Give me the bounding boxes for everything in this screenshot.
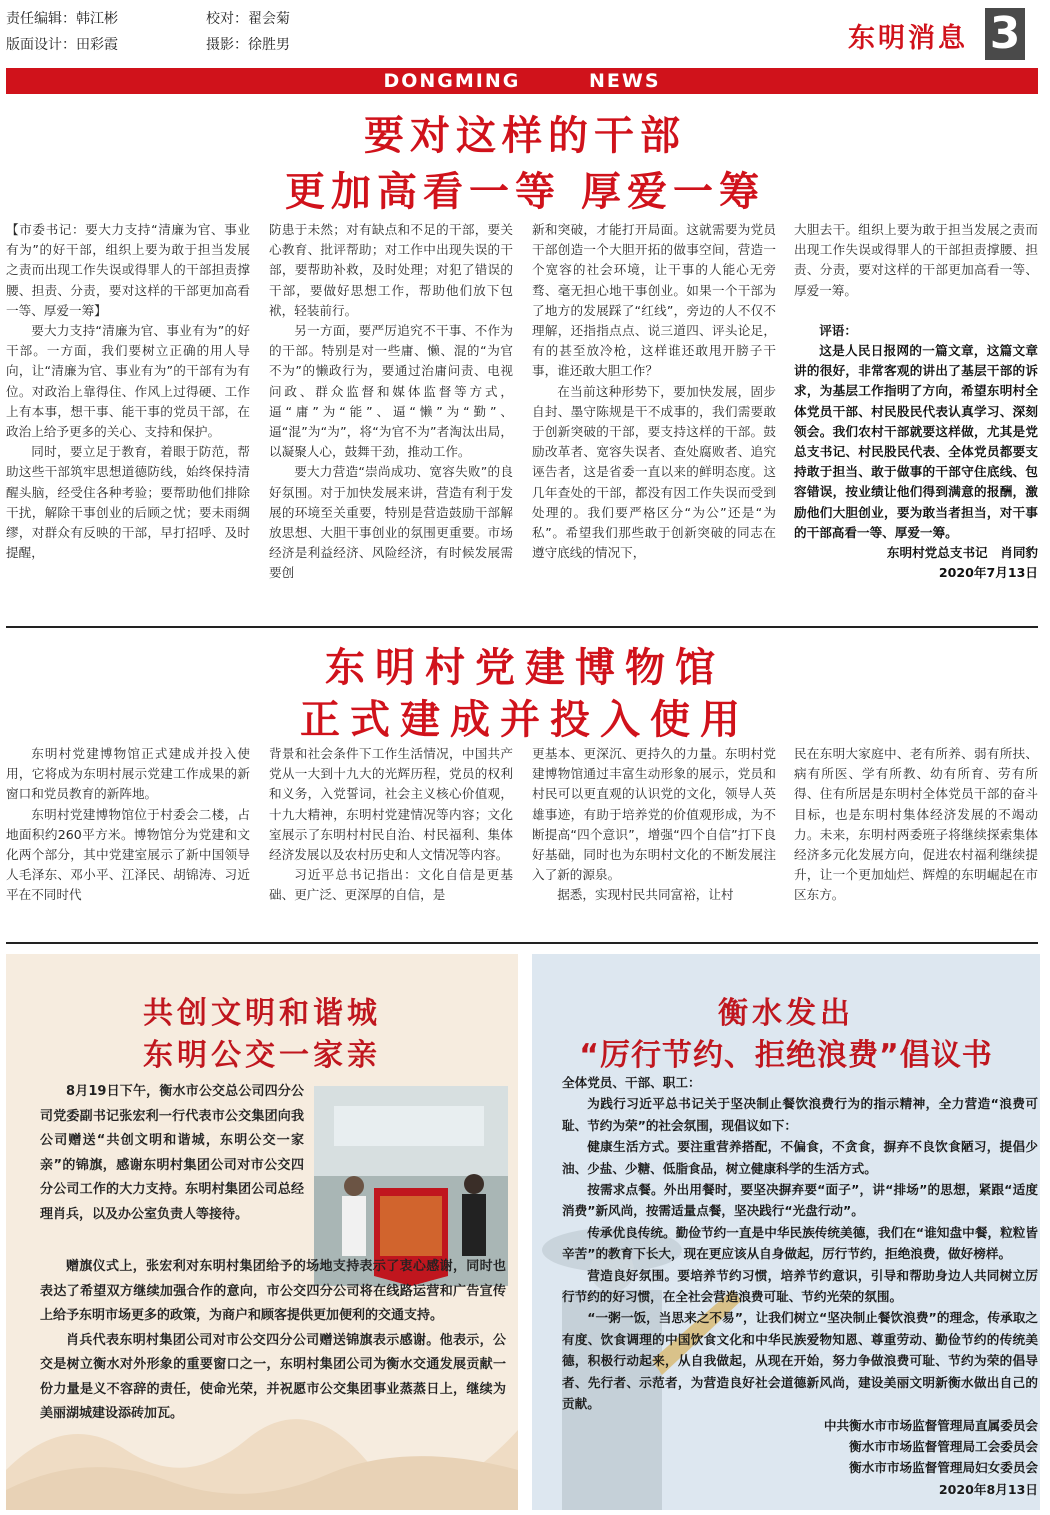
comment-label: 评语： bbox=[819, 322, 857, 338]
article2-body bbox=[6, 744, 1038, 934]
article2-paragraph: 背景和社会条件下工作生活情况，中国共产党从一大到十九大的光辉历程，党员的权利和义务，入党誓词，社会主义核心价值观，十九大精神，东明村党建情况等内容；文化室展示了东明村村民自治、村民福利、集体经济发展以及农村历史和人文情况等内容。 bbox=[269, 746, 513, 863]
article2-paragraph: 民在东明大家庭中、老有所养、弱有所扶、病有所医、学有所教、幼有所育、劳有所得、住有所居是东明村全体党员干部的奋斗目标，也是东明村集体经济发展的不竭动力。未来，东明村两委班子将继续探索集体经济多元化发展方向，促进农村福利继续提升，让一个更加灿烂、辉煌的东明崛起在市区东方。 bbox=[794, 746, 1038, 903]
article2-paragraph: 东明村党建博物馆位于村委会二楼，占地面积约260平方米。博物馆分为党建和文化两个部分，其中党建室展示了新中国领导人毛泽东、邓小平、江泽民、胡锦涛、习近平在不同时代 bbox=[6, 806, 250, 903]
initiative-date: 2020年8月13日 bbox=[938, 1481, 1038, 1497]
article1-column-2 bbox=[269, 220, 513, 584]
article2-title-line2: 正式建成并投入使用 bbox=[300, 697, 750, 743]
comment-signature: 东明村党总支书记 肖同豹 bbox=[886, 545, 1038, 561]
designer-credit: 版面设计：田彩霞 bbox=[6, 37, 118, 53]
page-number: 3 bbox=[985, 8, 1025, 60]
article2-paragraph: 东明村党建博物馆正式建成并投入使用，它将成为东明村展示党建工作成果的新窗口和党员教育的新阵地。 bbox=[6, 746, 250, 802]
initiative-signature-1: 中共衡水市市场监督管理局直属委员会 bbox=[823, 1417, 1038, 1433]
comment-text: 这是人民日报网的一篇文章，这篇文章讲的很好，非常客观的讲出了基层干部的诉求，为基层工作指明了方向，希望东明村全体党员干部、村民股民代表认真学习、深刻领会。我们农村干部就要这样做，尤其是党总支书记、村民股民代表、全体党员都要支持敢于担当、敢于做事的干部守住底线、包容错误，按业绩让他们得到满意的报酬，激励他们大胆创业，要为敢当者担当，对干事的干部高看一等、厚爱一筹。 bbox=[794, 343, 1038, 540]
article2-paragraph: 习近平总书记指出：文化自信是更基础、更广泛、更深厚的自信，是 bbox=[269, 867, 513, 903]
initiative-signature-2: 衡水市市场监督管理局工会委员会 bbox=[849, 1438, 1038, 1454]
article1-paragraph: 大胆去干。组织上要为敢于担当发展之责而出现工作失误或得罪人的干部担责撑腰、担责、分责，要对这样的干部更加高看一等、厚爱一筹。 bbox=[794, 222, 1038, 298]
initiative-title-line1: 衡水发出 bbox=[718, 996, 854, 1031]
article2-paragraph: 据悉，实现村民共同富裕，让村 bbox=[557, 887, 734, 903]
article1-paragraph: 同时，要立足于教育，着眼于防范，帮助这些干部筑牢思想道德防线，始终保持清醒头脑，经受住各种考验；要帮助他们排除干扰，解除干事创业的后顾之忧；要未雨绸缪，对群众有反映的干部，早打招呼、及时提醒， bbox=[6, 444, 250, 561]
article1-title-line2: 更加高看一等 厚爱一筹 bbox=[285, 169, 765, 215]
section-banner bbox=[6, 68, 1038, 94]
article2-column-1 bbox=[6, 744, 250, 906]
article1-column-3 bbox=[532, 220, 776, 563]
article1-paragraph: 新和突破，才能打开局面。这就需要为党员干部创造一个大胆开拓的做事空间，营造一个宽容的社会环境，让干事的人能心无旁骛、毫无担心地干事创业。如果一个干部为了地方的发展踩了“红线”，旁边的人不仅不理解，还指指点点、说三道四、评头论足，有的甚至放冷枪，这样谁还敢甩开膀子干事，谁还敢大胆工作？ bbox=[532, 222, 776, 379]
initiative-paragraph: 按需求点餐。外出用餐时，要坚决摒弃要“面子”，讲“排场”的思想，紧跟“适度消费”新风尚，按需适量点餐，坚决践行“光盘行动”。 bbox=[562, 1182, 1038, 1219]
article2-column-2 bbox=[269, 744, 513, 906]
article1-lead: 【市委书记：要大力支持“清廉为官、事业有为”的好干部，组织上要为敢于担当发展之责而出现工作失误或得罪人的干部担责撑腰、担责、分责，要对这样的干部更加高看一等、厚爱一筹】 bbox=[6, 222, 250, 318]
bus-article-para2-start bbox=[40, 1255, 506, 1427]
initiative-title-line2: “厉行节约、拒绝浪费”倡议书 bbox=[579, 1038, 993, 1073]
article1-column-1 bbox=[6, 220, 250, 563]
proofreader-credit: 校对：翟会菊 bbox=[206, 11, 290, 27]
bus-article-paragraph: 肖兵代表东明村集团公司对市公交四分公司赠送锦旗表示感谢。他表示，公交是树立衡水对外形象的重要窗口之一，东明村集团公司为衡水交通发展贡献一份力量是义不容辞的责任，使命光荣，并祝愿市公交集团事业蒸蒸日上，继续为美丽湖城建设添砖加瓦。 bbox=[40, 1332, 506, 1421]
article1-title-line1: 要对这样的干部 bbox=[364, 113, 686, 159]
article1-column-4 bbox=[794, 220, 1038, 583]
bus-article-para1 bbox=[40, 1080, 304, 1227]
comment-date: 2020年7月13日 bbox=[938, 565, 1038, 581]
initiative-paragraph: 健康生活方式。要注重营养搭配，不偏食，不贪食，摒弃不良饮食陋习，提倡少油、少盐、少糖、低脂食品，树立健康科学的生活方式。 bbox=[562, 1139, 1038, 1176]
banner-right-text: NEWS bbox=[589, 70, 661, 92]
article1-paragraph: 在当前这种形势下，要加快发展，固步自封、墨守陈规是干不成事的，我们需要敢于创新突破的干部，要支持这样的干部。鼓励改革者、宽容失误者、查处腐败者、追究诬告者，这是省委一直以来的鲜明态度。这几年查处的干部，都没有因工作失误而受到处理的。我们要严格区分“为公”还是“为私”。希望我们那些敢于创新突破的同志在遵守底线的情况下， bbox=[532, 383, 776, 561]
initiative-paragraph: 为践行习近平总书记关于坚决制止餐饮浪费行为的指示精神，全力营造“浪费可耻、节约为荣”的社会氛围，现倡议如下： bbox=[562, 1096, 1038, 1133]
bus-article-title-line2: 东明公交一家亲 bbox=[143, 1038, 381, 1073]
article1-paragraph: 另一方面，要严厉追究不干事、不作为的干部。特别是对一些庸、懒、混的“为官不为”的懒政行为，要通过治庸问责、电视问政、群众监督和媒体监督等方式，逼“庸”为“能”、逼“懒”为“勤”、逼“混”为“为”，将“为官不为”者淘汰出局，以凝聚人心，鼓舞干劲，推动工作。 bbox=[269, 323, 513, 460]
article2-column-4 bbox=[794, 744, 1038, 906]
newspaper-name: 东明消息 bbox=[848, 23, 968, 54]
bus-article-paragraph: 8月19日下午，衡水市公交总公司四分公司党委副书记张宏利一行代表市公交集团向我公司赠送“共创文明和谐城，东明公交一家亲”的锦旗，感谢东明村集团公司对市公交四分公司工作的大力支持。东明村集团公司总经理肖兵，以及办公室负责人等接待。 bbox=[40, 1084, 304, 1222]
article1-paragraph: 要大力支持“清廉为官、事业有为”的好干部。一方面，我们要树立正确的用人导向，让“清廉为官、事业有为”的干部有为有位。对政治上靠得住、作风上过得硬、工作上有本事，想干事、能干事的党员干部，在政治上给予更多的关心、支持和保护。 bbox=[6, 323, 250, 440]
editor-credit: 责任编辑：韩江彬 bbox=[6, 11, 118, 27]
bus-article-title-line1: 共创文明和谐城 bbox=[143, 996, 381, 1031]
initiative-signature-3: 衡水市市场监督管理局妇女委员会 bbox=[849, 1460, 1038, 1476]
section-divider bbox=[6, 626, 1038, 628]
masthead-credits bbox=[6, 6, 290, 58]
initiative-paragraph: 传承优良传统。勤俭节约一直是中华民族传统美德，我们在“谁知盘中餐，粒粒皆辛苦”的教育下长大，现在更应该从自身做起，厉行节约，拒绝浪费，做好榜样。 bbox=[562, 1224, 1038, 1262]
banner-left-text: DONGMING bbox=[383, 70, 521, 92]
article2-title-line1: 东明村党建博物馆 bbox=[325, 645, 725, 691]
initiative-salutation: 全体党员、干部、职工： bbox=[562, 1075, 701, 1090]
initiative-paragraph: “一粥一饭，当思来之不易”，让我们树立“坚决制止餐饮浪费”的理念，传承取之有度、饮食调理的中国饮食文化和中华民族爱物知恩、尊重劳动、勤俭节约的传统美德，积极行动起来，从自我做起，从现在开始，努力争做浪费可耻、节约为荣的倡导者、先行者、示范者，为营造良好社会道德新风尚，建设美丽文明新衡水做出自己的贡献。 bbox=[562, 1310, 1038, 1412]
initiative-body bbox=[562, 1072, 1038, 1500]
section-divider bbox=[6, 942, 1038, 944]
initiative-paragraph: 营造良好氛围。要培养节约习惯，培养节约意识，引导和帮助身边人共同树立厉行节约的好习惯，在全社会营造浪费可耻、节约光荣的氛围。 bbox=[562, 1267, 1038, 1305]
article1-body bbox=[6, 220, 1038, 620]
article1-paragraph: 防患于未然；对有缺点和不足的干部，要关心教育、批评帮助；对工作中出现失误的干部，要帮助补救，及时处理；对犯了错误的干部，要做好思想工作，帮助他们放下包袱，轻装前行。 bbox=[269, 222, 513, 318]
article2-column-3 bbox=[532, 744, 776, 906]
bus-article-paragraph: 赠旗仪式上，张宏利对东明村集团给予的场地支持表示了衷心感谢，同时也表达了希望双方继续加强合作的意向，市公交四分公司将在线路运营和广告宣传上给予东明市场更多的政策，为商户和顾客提供更加便利的交通支持。 bbox=[40, 1259, 506, 1323]
photographer-credit: 摄影：徐胜男 bbox=[206, 37, 290, 53]
article1-paragraph: 要大力营造“崇尚成功、宽容失败”的良好氛围。对于加快发展来讲，营造有利于发展的环境至关重要，特别是营造鼓励干部解放思想、大胆干事创业的氛围更重要。市场经济是利益经济、风险经济，有时候发展需要创 bbox=[269, 464, 513, 581]
article2-paragraph: 更基本、更深沉、更持久的力量。东明村党建博物馆通过丰富生动形象的展示，党员和村民可以更直观的认识党的文化，领导人英雄事迹，有助于培养党的价值观形成，为不断提高“四个意识”，增强“四个自信”打下良好基础，同时也为东明村文化的不断发展注入了新的源泉。 bbox=[532, 746, 776, 883]
